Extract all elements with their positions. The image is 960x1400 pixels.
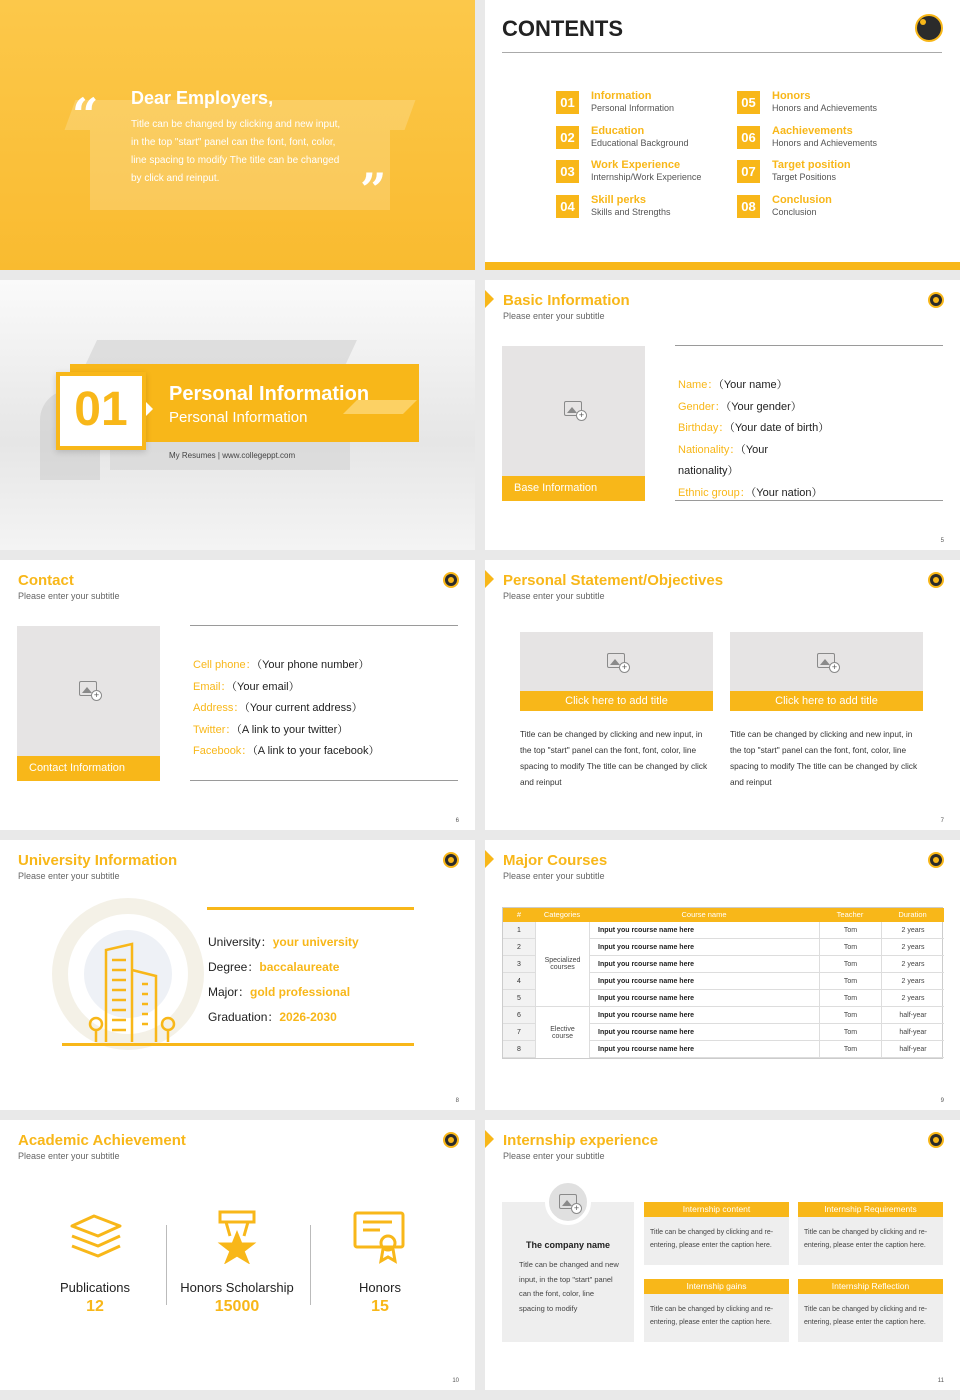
table-cell-course: Input you rcourse name here bbox=[589, 922, 819, 939]
field-row bbox=[678, 462, 739, 478]
ground-line bbox=[62, 1043, 414, 1046]
slide-subtitle: Please enter your subtitle bbox=[503, 1151, 605, 1161]
page-number: 9 bbox=[940, 1098, 944, 1104]
image-add-icon bbox=[607, 653, 625, 668]
contents-item-title: Target position bbox=[772, 159, 851, 171]
contents-item[interactable] bbox=[737, 89, 907, 117]
contents-item-number: 08 bbox=[737, 195, 760, 218]
contents-item-number: 01 bbox=[556, 91, 579, 114]
company-image-placeholder[interactable] bbox=[545, 1179, 591, 1225]
photo-label: Contact Information bbox=[17, 756, 160, 781]
table-header bbox=[503, 908, 944, 922]
stat-label: Honors bbox=[359, 1280, 401, 1295]
field-row bbox=[678, 398, 802, 414]
table-cell-teacher: Tom bbox=[819, 973, 881, 990]
slide-dear-employers[interactable] bbox=[0, 0, 475, 270]
stat-label: Publications bbox=[59, 1280, 131, 1295]
university-row-label: Major： bbox=[208, 985, 251, 999]
page-number: 6 bbox=[455, 818, 459, 824]
university-logo bbox=[928, 292, 944, 308]
section-tagline: My Resumes | www.collegeppt.com bbox=[169, 451, 296, 460]
contents-item-subtitle: Conclusion bbox=[772, 206, 817, 217]
slide-heading: Dear Employers, bbox=[131, 88, 274, 108]
field-row bbox=[193, 699, 363, 715]
table-cell-duration: 2 years bbox=[881, 990, 944, 1007]
slide-subtitle: Please enter your subtitle bbox=[503, 871, 605, 881]
slide-contact[interactable] bbox=[0, 560, 475, 830]
contents-item[interactable] bbox=[556, 89, 726, 117]
card-body-text: Title can be changed by clicking and new input, in the top "start" panel can the font, font, color, line spacing to modify The title can be changed by click and reinput bbox=[520, 729, 708, 787]
table-cell-duration: half-year bbox=[881, 1041, 944, 1058]
slide-personal-statement[interactable] bbox=[485, 560, 960, 830]
contents-item-title: Work Experience bbox=[591, 159, 681, 171]
table-header-cell: Teacher bbox=[836, 910, 864, 919]
slide-subtitle: Please enter your subtitle bbox=[18, 1151, 120, 1161]
field-row bbox=[193, 656, 369, 672]
top-divider bbox=[190, 625, 458, 626]
contents-item-number: 02 bbox=[556, 126, 579, 149]
contents-item-subtitle: Internship/Work Experience bbox=[591, 172, 702, 182]
slide-basic-information[interactable] bbox=[485, 280, 960, 550]
title-arrow-icon bbox=[485, 570, 494, 588]
contents-item[interactable] bbox=[556, 193, 726, 221]
page-number: 8 bbox=[455, 1098, 459, 1104]
field-value: （Your gender） bbox=[725, 400, 802, 413]
close-quote-icon: ” bbox=[360, 163, 387, 217]
contents-item-title: Aachievements bbox=[772, 124, 853, 137]
slide-title: Contact bbox=[18, 572, 74, 589]
title-arrow-icon bbox=[485, 1130, 494, 1148]
slide-academic-achievement[interactable] bbox=[0, 1120, 475, 1390]
field-row bbox=[678, 419, 829, 435]
books-icon bbox=[68, 1212, 124, 1258]
field-row bbox=[193, 742, 380, 758]
image-add-icon bbox=[817, 653, 835, 668]
table-cell-duration: half-year bbox=[881, 1024, 944, 1041]
slide-section-personal[interactable] bbox=[0, 280, 475, 550]
internship-box-title: Internship content bbox=[644, 1202, 789, 1217]
slide-subtitle: Please enter your subtitle bbox=[18, 591, 120, 601]
slide-contents[interactable] bbox=[485, 0, 960, 270]
section-number-box bbox=[56, 372, 146, 450]
university-logo bbox=[443, 1132, 459, 1148]
university-logo bbox=[443, 572, 459, 588]
slide-title: Major Courses bbox=[503, 852, 608, 869]
table-cell-teacher: Tom bbox=[819, 990, 881, 1007]
field-value: （A link to your twitter） bbox=[236, 723, 349, 736]
section-subtitle: Personal Information bbox=[169, 409, 308, 426]
course-table bbox=[502, 907, 943, 1059]
section-title: Personal Information bbox=[169, 383, 370, 405]
contents-item-number: 06 bbox=[737, 126, 760, 149]
university-row-value: gold professional bbox=[250, 985, 351, 999]
table-cell-number: 3 bbox=[503, 956, 535, 973]
contents-item[interactable] bbox=[737, 193, 907, 221]
university-row bbox=[208, 983, 350, 1000]
info-top-line bbox=[207, 907, 414, 910]
table-cell-number: 1 bbox=[503, 922, 535, 939]
field-label: Ethnic group： bbox=[678, 487, 751, 499]
page-number: 11 bbox=[937, 1378, 944, 1384]
internship-box-title: Internship Reflection bbox=[798, 1279, 943, 1294]
field-label: Twitter： bbox=[193, 723, 237, 736]
card-body-text: Title can be changed by clicking and new input, in the top "start" panel can the font, font, color, line spacing to modify The title can be changed by click and reinput bbox=[730, 729, 918, 787]
contents-item-subtitle: Skills and Strengths bbox=[591, 206, 671, 217]
internship-box-body: Title can be changed by clicking and re-entering, please enter the caption here. bbox=[798, 1294, 943, 1342]
field-value: （Your phone number） bbox=[256, 659, 370, 671]
title-divider bbox=[502, 52, 942, 53]
stat-value: 15 bbox=[371, 1298, 389, 1315]
table-cell-teacher: Tom bbox=[819, 1041, 881, 1058]
stat-value: 15000 bbox=[214, 1298, 260, 1315]
field-label: Name： bbox=[678, 379, 719, 391]
image-add-icon bbox=[564, 401, 582, 416]
title-arrow-icon bbox=[485, 290, 494, 308]
table-cell-teacher: Tom bbox=[819, 1024, 881, 1041]
page-number: 7 bbox=[940, 818, 944, 824]
table-cell-number: 4 bbox=[503, 973, 535, 990]
table-cell-duration: 2 years bbox=[881, 956, 944, 973]
slide-internship-experience[interactable] bbox=[485, 1120, 960, 1390]
field-label: Address： bbox=[193, 702, 245, 715]
section-number: 01 bbox=[74, 383, 128, 436]
medal-icon bbox=[214, 1208, 260, 1264]
university-logo bbox=[915, 14, 943, 42]
bottom-bar bbox=[485, 262, 960, 270]
table-cell-course: Input you rcourse name here bbox=[589, 1007, 819, 1024]
bottom-divider bbox=[675, 500, 943, 501]
slide-title: Internship experience bbox=[503, 1132, 659, 1149]
contents-item-subtitle: Honors and Achievements bbox=[772, 103, 878, 113]
internship-box-title: Internship Requirements bbox=[798, 1202, 943, 1217]
internship-box-title: Internship gains bbox=[644, 1279, 789, 1294]
table-cell-teacher: Tom bbox=[819, 922, 881, 939]
university-row-label: Graduation： bbox=[208, 1010, 280, 1024]
university-row-label: Degree： bbox=[208, 960, 260, 974]
field-row bbox=[193, 721, 348, 737]
field-value: （Your email） bbox=[231, 680, 300, 693]
table-cell-course: Input you rcourse name here bbox=[589, 939, 819, 956]
slide-body-text: Title can be changed by clicking and new input, in the top "start" panel can the font, font, color, line spacing to modify The title can be changed by click and reinput. bbox=[131, 119, 341, 184]
buildings-icon bbox=[86, 940, 182, 1048]
slide-title: Academic Achievement bbox=[18, 1132, 186, 1149]
pointer-icon bbox=[146, 402, 153, 416]
table-header-cell: Duration bbox=[898, 910, 927, 919]
table-cell-course: Input you rcourse name here bbox=[589, 973, 819, 990]
table-cell-number: 2 bbox=[503, 939, 535, 956]
contents-item-number: 07 bbox=[737, 160, 760, 183]
university-logo bbox=[443, 852, 459, 868]
card-image-placeholder[interactable] bbox=[730, 632, 923, 692]
field-value: （Your nation） bbox=[750, 487, 823, 499]
bottom-divider bbox=[190, 780, 458, 781]
company-description: Title can be changed and new input, in the top "start" panel can the font, color, line spacing to modify bbox=[519, 1260, 619, 1313]
table-cell-teacher: Tom bbox=[819, 939, 881, 956]
photo-label: Base Information bbox=[502, 476, 645, 501]
field-label: Nationality： bbox=[678, 443, 741, 456]
contents-item[interactable] bbox=[737, 124, 907, 152]
university-row bbox=[208, 1008, 337, 1025]
slide-major-courses[interactable] bbox=[485, 840, 960, 1110]
university-row bbox=[208, 933, 359, 950]
card-title-button[interactable]: Click here to add title bbox=[520, 691, 713, 711]
university-row-value: baccalaureate bbox=[259, 960, 340, 974]
field-label: Birthday： bbox=[678, 422, 730, 435]
page-number: 5 bbox=[940, 538, 944, 544]
stat-label: Honors Scholarship bbox=[180, 1280, 294, 1295]
table-cell-duration: 2 years bbox=[881, 939, 944, 956]
slide-subtitle: Please enter your subtitle bbox=[503, 591, 605, 601]
page-number: 10 bbox=[452, 1378, 459, 1384]
field-value: （Your name） bbox=[718, 379, 788, 391]
field-label: Email： bbox=[193, 680, 232, 693]
field-row bbox=[678, 441, 768, 457]
internship-box-body: Title can be changed by clicking and re-entering, please enter the caption here. bbox=[644, 1294, 789, 1342]
university-logo bbox=[928, 572, 944, 588]
slide-university-information[interactable] bbox=[0, 840, 475, 1110]
slide-subtitle: Please enter your subtitle bbox=[503, 311, 605, 321]
contents-item-subtitle: Educational Background bbox=[591, 137, 689, 148]
field-label: Gender： bbox=[678, 400, 726, 413]
university-logo bbox=[928, 852, 944, 868]
company-name: The company name bbox=[525, 1240, 611, 1250]
table-category-elective: Elective course bbox=[535, 1007, 589, 1058]
field-value: （Your bbox=[740, 443, 769, 456]
field-row bbox=[193, 678, 300, 694]
field-value: （Your current address） bbox=[244, 702, 363, 715]
contents-item-number: 04 bbox=[556, 195, 579, 218]
table-header-cell: Categories bbox=[543, 910, 581, 919]
slide-title: Personal Statement/Objectives bbox=[503, 572, 724, 589]
internship-box-body: Title can be changed by clicking and re-entering, please enter the caption here. bbox=[644, 1217, 789, 1265]
contents-item[interactable] bbox=[556, 158, 726, 186]
university-logo bbox=[928, 1132, 944, 1148]
slide-title: Basic Information bbox=[503, 292, 630, 309]
field-value: nationality） bbox=[678, 465, 739, 478]
table-cell-number: 8 bbox=[503, 1041, 535, 1058]
slide-subtitle: Please enter your subtitle bbox=[18, 871, 120, 881]
card-title-button[interactable]: Click here to add title bbox=[730, 691, 923, 711]
contents-item-title: Information bbox=[591, 90, 652, 102]
table-cell-number: 6 bbox=[503, 1007, 535, 1024]
field-row bbox=[678, 376, 788, 392]
image-add-icon bbox=[79, 681, 97, 696]
stat-value: 12 bbox=[86, 1298, 104, 1315]
contents-item-title: Conclusion bbox=[772, 193, 832, 206]
field-label: Facebook： bbox=[193, 745, 253, 758]
contents-title: CONTENTS bbox=[502, 16, 623, 41]
table-cell-course: Input you rcourse name here bbox=[589, 956, 819, 973]
certificate-icon bbox=[352, 1210, 408, 1264]
card-image-placeholder[interactable] bbox=[520, 632, 713, 692]
contents-item-title: Skill perks bbox=[591, 193, 647, 206]
university-row-label: University： bbox=[208, 935, 273, 949]
table-category-specialized: Specialized courses bbox=[535, 922, 589, 1007]
contents-item-subtitle: Honors and Achievements bbox=[772, 137, 878, 148]
table-cell-teacher: Tom bbox=[819, 1007, 881, 1024]
contents-item-number: 03 bbox=[556, 160, 579, 183]
image-add-icon bbox=[559, 1194, 577, 1209]
table-cell-course: Input you rcourse name here bbox=[589, 990, 819, 1007]
contents-item-number: 05 bbox=[737, 91, 760, 114]
contents-item-title: Honors bbox=[772, 90, 811, 102]
table-cell-number: 7 bbox=[503, 1024, 535, 1041]
contents-item[interactable] bbox=[737, 158, 907, 186]
table-cell-teacher: Tom bbox=[819, 956, 881, 973]
table-cell-duration: 2 years bbox=[881, 922, 944, 939]
contents-item-subtitle: Target Positions bbox=[772, 172, 837, 182]
university-row bbox=[208, 958, 339, 975]
field-value: （A link to your facebook） bbox=[252, 745, 380, 758]
contents-item-subtitle: Personal Information bbox=[591, 103, 675, 113]
internship-box-body: Title can be changed by clicking and re-entering, please enter the caption here. bbox=[798, 1217, 943, 1265]
slide-title: University Information bbox=[18, 852, 178, 869]
table-cell-duration: 2 years bbox=[881, 973, 944, 990]
open-quote-icon: “ bbox=[72, 88, 99, 142]
title-arrow-icon bbox=[485, 850, 494, 868]
university-row-value: 2026-2030 bbox=[279, 1010, 337, 1024]
field-row bbox=[678, 484, 823, 500]
field-value: （Your date of birth） bbox=[729, 422, 830, 435]
table-cell-course: Input you rcourse name here bbox=[589, 1041, 819, 1058]
contents-item[interactable] bbox=[556, 124, 726, 152]
table-cell-number: 5 bbox=[503, 990, 535, 1007]
table-header-cell: # bbox=[516, 910, 522, 919]
table-header-cell: Course name bbox=[681, 910, 727, 919]
table-cell-duration: half-year bbox=[881, 1007, 944, 1024]
field-label: Cell phone： bbox=[193, 659, 257, 671]
contents-item-title: Education bbox=[591, 124, 645, 137]
table-cell-course: Input you rcourse name here bbox=[589, 1024, 819, 1041]
top-divider bbox=[675, 345, 943, 346]
university-row-value: your university bbox=[272, 935, 359, 949]
